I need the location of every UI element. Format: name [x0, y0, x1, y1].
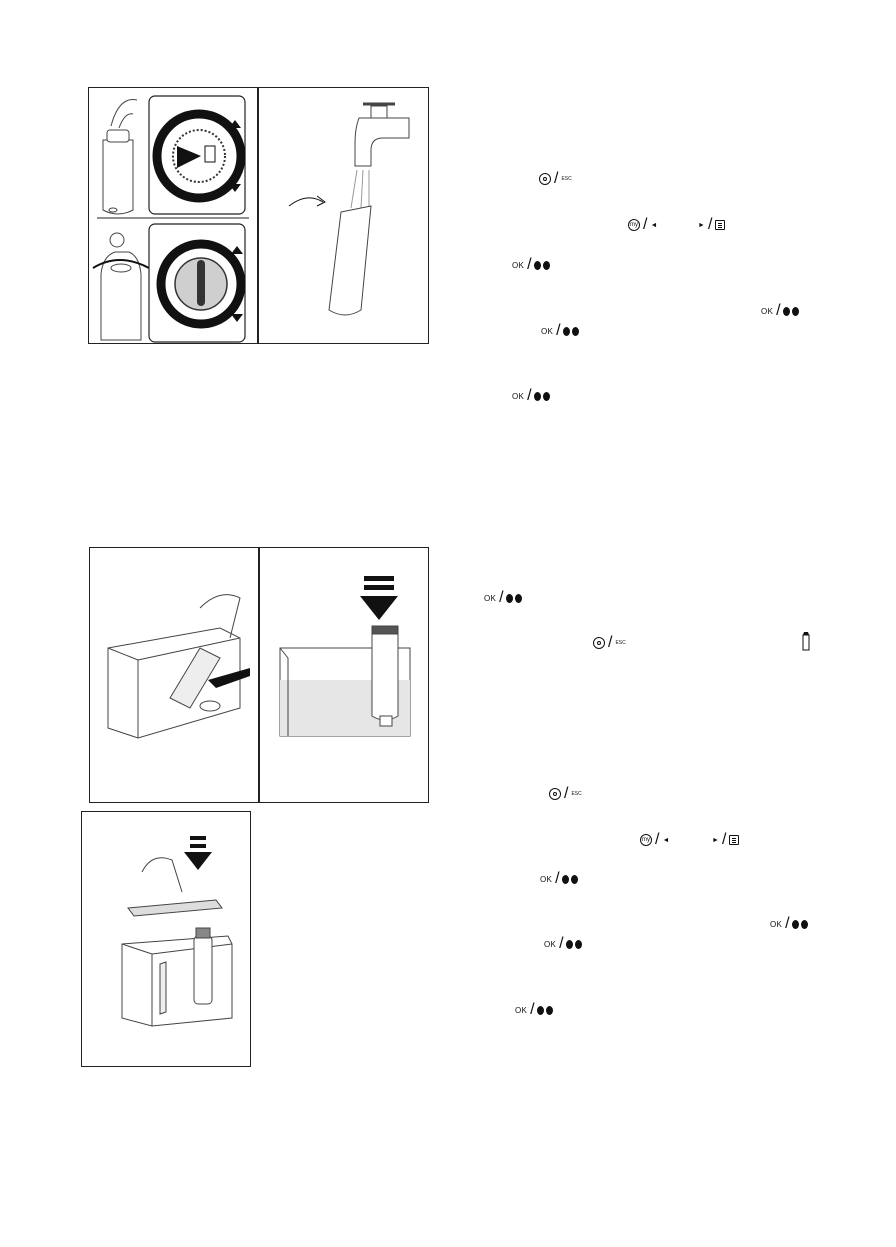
close-tank-illustration — [82, 812, 252, 1068]
coffee-bean-icon — [506, 594, 513, 603]
coffee-bean-icon — [566, 940, 573, 949]
gear-icon — [549, 788, 561, 800]
coffee-bean-icon — [571, 875, 578, 884]
coffee-bean-icon — [572, 327, 579, 336]
coffee-bean-icon — [575, 940, 582, 949]
gear-icon — [539, 173, 551, 185]
filter-icon — [802, 631, 810, 651]
coffee-bean-icon — [546, 1006, 553, 1015]
settings-esc-symbol-3: / ESC — [549, 787, 582, 801]
figure-filter-in-water — [259, 547, 429, 803]
ok-bean-symbol-4: OK / — [512, 389, 550, 403]
my-button-icon: my — [628, 219, 640, 231]
coffee-bean-icon — [562, 875, 569, 884]
right-menu-symbol-2: ► / — [712, 833, 739, 847]
my-button-icon: my — [640, 834, 652, 846]
menu-icon — [715, 220, 725, 230]
coffee-bean-icon — [563, 327, 570, 336]
figure-close-tank — [81, 811, 251, 1067]
figure-insert-filter — [89, 547, 259, 803]
ok-bean-symbol-1: OK / — [512, 258, 550, 272]
insert-filter-illustration — [90, 548, 260, 804]
coffee-bean-icon — [792, 307, 799, 316]
coffee-bean-icon — [543, 392, 550, 401]
right-arrow-icon: ► — [712, 836, 719, 844]
coffee-bean-icon — [801, 920, 808, 929]
my-left-symbol-2: my / ◄ — [642, 831, 670, 848]
coffee-bean-icon — [543, 261, 550, 270]
ok-bean-symbol-9: OK / — [515, 1003, 553, 1017]
coffee-bean-icon — [534, 392, 541, 401]
coffee-bean-icon — [515, 594, 522, 603]
left-arrow-icon: ◄ — [662, 836, 670, 844]
figure-rinse-filter — [258, 87, 429, 344]
coffee-bean-icon — [783, 307, 790, 316]
ok-bean-symbol-6: OK / — [540, 872, 578, 886]
settings-esc-symbol-2: / ESC — [593, 636, 626, 650]
my-left-right-menu-symbol: my / ◄ — [630, 216, 658, 233]
ok-bean-symbol-3: OK / — [541, 324, 579, 338]
coffee-bean-icon — [534, 261, 541, 270]
figure-filter-dial — [88, 87, 258, 344]
coffee-bean-icon — [537, 1006, 544, 1015]
settings-esc-symbol: / ESC — [539, 172, 572, 186]
left-arrow-icon: ◄ — [650, 221, 658, 229]
menu-icon — [729, 835, 739, 845]
gear-icon — [593, 637, 605, 649]
coffee-bean-icon — [792, 920, 799, 929]
tap-rinse-illustration — [259, 88, 430, 345]
ok-bean-symbol-8: OK / — [544, 937, 582, 951]
ok-bean-symbol-2: OK / — [761, 304, 799, 318]
ok-bean-symbol-7: OK / — [770, 917, 808, 931]
ok-bean-symbol-5: OK / — [484, 591, 522, 605]
right-arrow-icon: ► — [698, 221, 705, 229]
filter-dial-illustration — [89, 88, 259, 345]
filter-in-water-illustration — [260, 548, 430, 804]
right-menu-symbol: ► / — [698, 218, 725, 232]
